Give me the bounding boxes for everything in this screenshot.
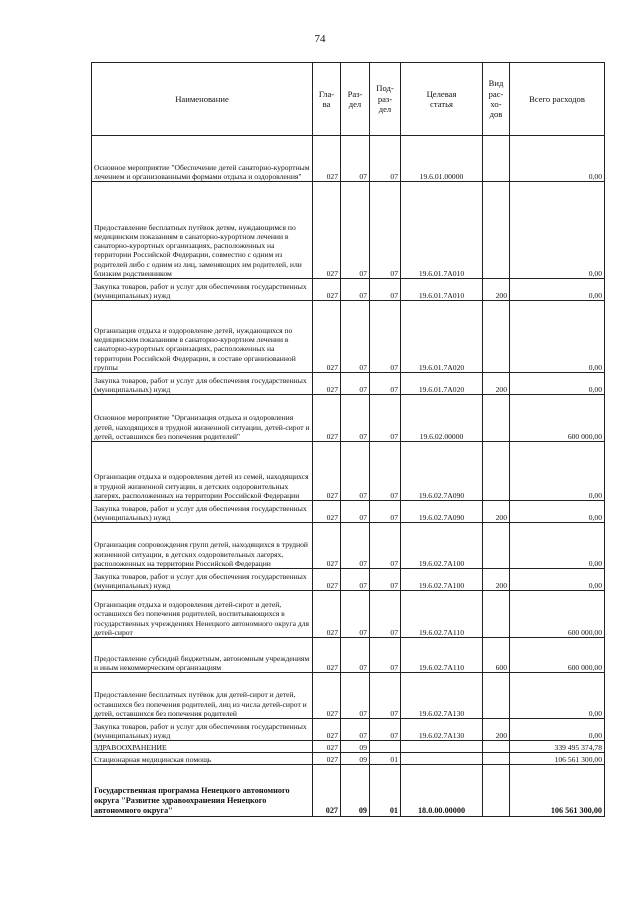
cell-target: 19.6.02.7А130 bbox=[401, 673, 483, 719]
header-total: Всего расходов bbox=[510, 63, 605, 136]
page-number: 74 bbox=[314, 33, 326, 45]
cell-amount: 0,00 bbox=[510, 279, 605, 301]
cell-section: 07 bbox=[341, 395, 370, 442]
cell-expense-type bbox=[483, 741, 510, 753]
cell-expense-type: 200 bbox=[483, 719, 510, 741]
cell-subsection: 07 bbox=[370, 442, 401, 501]
cell-name: Предоставление субсидий бюджетным, автономным учреждениям и иным некоммерческим организациям bbox=[92, 638, 313, 673]
cell-section: 07 bbox=[341, 279, 370, 301]
cell-name: Основное мероприятие "Организация отдыха и оздоровления детей, находящихся в трудной жизненной ситуации, детей-сирот и детей, оставшихся без попечения родителей" bbox=[92, 395, 313, 442]
cell-name: Закупка товаров, работ и услуг для обеспечения государственных (муниципальных) нужд bbox=[92, 719, 313, 741]
table-row bbox=[92, 182, 605, 279]
cell-subsection: 01 bbox=[370, 765, 401, 817]
table-row bbox=[92, 591, 605, 638]
header-expense-type: Вид рас- хо- дов bbox=[483, 63, 510, 136]
cell-chapter: 027 bbox=[313, 753, 341, 765]
cell-amount: 0,00 bbox=[510, 569, 605, 591]
cell-subsection: 01 bbox=[370, 753, 401, 765]
cell-name: Государственная программа Ненецкого автономного округа "Развитие здравоохранения Ненецкого автономного округа" bbox=[92, 765, 313, 817]
header-subsection: Под- раз- дел bbox=[370, 63, 401, 136]
cell-expense-type bbox=[483, 395, 510, 442]
cell-section: 07 bbox=[341, 136, 370, 182]
cell-chapter: 027 bbox=[313, 501, 341, 523]
cell-chapter: 027 bbox=[313, 523, 341, 569]
cell-target: 19.6.01.7А020 bbox=[401, 301, 483, 373]
cell-section: 07 bbox=[341, 182, 370, 279]
cell-chapter: 027 bbox=[313, 182, 341, 279]
cell-section: 07 bbox=[341, 569, 370, 591]
cell-section: 07 bbox=[341, 591, 370, 638]
cell-subsection: 07 bbox=[370, 523, 401, 569]
cell-amount: 0,00 bbox=[510, 673, 605, 719]
cell-expense-type: 200 bbox=[483, 501, 510, 523]
header-chapter: Гла- ва bbox=[313, 63, 341, 136]
cell-chapter: 027 bbox=[313, 279, 341, 301]
cell-subsection: 07 bbox=[370, 569, 401, 591]
cell-section: 07 bbox=[341, 523, 370, 569]
cell-target: 19.6.01.7А010 bbox=[401, 182, 483, 279]
cell-section: 07 bbox=[341, 501, 370, 523]
cell-section: 09 bbox=[341, 765, 370, 817]
cell-subsection: 07 bbox=[370, 501, 401, 523]
table-row bbox=[92, 569, 605, 591]
table-row bbox=[92, 741, 605, 753]
cell-subsection: 07 bbox=[370, 373, 401, 395]
cell-subsection: 07 bbox=[370, 395, 401, 442]
table-row bbox=[92, 301, 605, 373]
cell-section: 07 bbox=[341, 301, 370, 373]
cell-expense-type bbox=[483, 591, 510, 638]
cell-name: Основное мероприятие "Обеспечение детей санаторно-курортным лечением и организованными формами отдыха и оздоровления" bbox=[92, 136, 313, 182]
cell-subsection: 07 bbox=[370, 279, 401, 301]
cell-amount: 0,00 bbox=[510, 182, 605, 279]
cell-amount: 0,00 bbox=[510, 719, 605, 741]
cell-expense-type bbox=[483, 442, 510, 501]
cell-amount: 339 495 374,78 bbox=[510, 741, 605, 753]
cell-amount: 106 561 300,00 bbox=[510, 765, 605, 817]
cell-amount: 106 561 300,00 bbox=[510, 753, 605, 765]
cell-section: 07 bbox=[341, 442, 370, 501]
cell-section: 07 bbox=[341, 673, 370, 719]
cell-expense-type: 200 bbox=[483, 373, 510, 395]
cell-subsection: 07 bbox=[370, 673, 401, 719]
cell-name: Организация отдыха и оздоровления детей из семей, находящихся в трудной жизненной ситуации, в детских оздоровительных лагерях, расположенных на территории Российской Федерации bbox=[92, 442, 313, 501]
cell-expense-type: 200 bbox=[483, 569, 510, 591]
cell-name: Закупка товаров, работ и услуг для обеспечения государственных (муниципальных) нужд bbox=[92, 501, 313, 523]
table-row bbox=[92, 442, 605, 501]
cell-target: 19.6.02.7А090 bbox=[401, 442, 483, 501]
cell-subsection: 07 bbox=[370, 638, 401, 673]
cell-amount: 0,00 bbox=[510, 523, 605, 569]
table-row bbox=[92, 753, 605, 765]
cell-expense-type bbox=[483, 673, 510, 719]
table-row bbox=[92, 279, 605, 301]
cell-name: Стационарная медицинская помощь bbox=[92, 753, 313, 765]
cell-chapter: 027 bbox=[313, 395, 341, 442]
cell-chapter: 027 bbox=[313, 638, 341, 673]
cell-target: 19.6.01.7А020 bbox=[401, 373, 483, 395]
cell-section: 07 bbox=[341, 719, 370, 741]
cell-amount: 600 000,00 bbox=[510, 591, 605, 638]
cell-name: ЗДРАВООХРАНЕНИЕ bbox=[92, 741, 313, 753]
cell-section: 07 bbox=[341, 638, 370, 673]
cell-target bbox=[401, 753, 483, 765]
cell-expense-type: 600 bbox=[483, 638, 510, 673]
table-header-row bbox=[92, 63, 605, 136]
cell-section: 09 bbox=[341, 741, 370, 753]
cell-chapter: 027 bbox=[313, 741, 341, 753]
table-row bbox=[92, 136, 605, 182]
table-row bbox=[92, 523, 605, 569]
cell-target: 18.0.00.00000 bbox=[401, 765, 483, 817]
cell-subsection: 07 bbox=[370, 136, 401, 182]
table-row bbox=[92, 638, 605, 673]
table-row bbox=[92, 501, 605, 523]
table-row bbox=[92, 373, 605, 395]
cell-chapter: 027 bbox=[313, 569, 341, 591]
cell-section: 09 bbox=[341, 753, 370, 765]
cell-target: 19.6.01.7А010 bbox=[401, 279, 483, 301]
cell-amount: 0,00 bbox=[510, 301, 605, 373]
cell-name: Предоставление бесплатных путёвок для детей-сирот и детей, оставшихся без попечения родителей, лиц из числа детей-сирот и детей, оставшихся без попечения родителей bbox=[92, 673, 313, 719]
table-row bbox=[92, 719, 605, 741]
cell-target: 19.6.02.7А100 bbox=[401, 569, 483, 591]
cell-name: Организация сопровождения групп детей, находящихся в трудной жизненной ситуации, в детских оздоровительных лагерях, расположенных на территории Российской Федерации bbox=[92, 523, 313, 569]
cell-expense-type bbox=[483, 136, 510, 182]
cell-chapter: 027 bbox=[313, 301, 341, 373]
cell-expense-type bbox=[483, 753, 510, 765]
cell-target: 19.6.02.7А110 bbox=[401, 591, 483, 638]
header-name: Наименование bbox=[92, 63, 313, 136]
cell-target: 19.6.02.7А130 bbox=[401, 719, 483, 741]
cell-name: Предоставление бесплатных путёвок детям, нуждающимся по медицинским показаниям в санаторно-курортном лечении в санаторно-курортных организациях, расположенных на территории Российской Федерации, совместно с одним из родителей либо с одним из лиц, заменяющих им родителей, или близким родственником bbox=[92, 182, 313, 279]
cell-expense-type bbox=[483, 765, 510, 817]
cell-expense-type: 200 bbox=[483, 279, 510, 301]
cell-chapter: 027 bbox=[313, 591, 341, 638]
cell-target: 19.6.02.7А090 bbox=[401, 501, 483, 523]
cell-target: 19.6.01.00000 bbox=[401, 136, 483, 182]
cell-chapter: 027 bbox=[313, 136, 341, 182]
cell-chapter: 027 bbox=[313, 373, 341, 395]
cell-subsection: 07 bbox=[370, 591, 401, 638]
cell-expense-type bbox=[483, 301, 510, 373]
cell-amount: 0,00 bbox=[510, 442, 605, 501]
cell-amount: 0,00 bbox=[510, 373, 605, 395]
cell-expense-type bbox=[483, 182, 510, 279]
cell-subsection: 07 bbox=[370, 301, 401, 373]
cell-target bbox=[401, 741, 483, 753]
cell-chapter: 027 bbox=[313, 673, 341, 719]
cell-section: 07 bbox=[341, 373, 370, 395]
cell-target: 19.6.02.7А110 bbox=[401, 638, 483, 673]
cell-amount: 600 000,00 bbox=[510, 395, 605, 442]
table-body bbox=[92, 136, 605, 817]
cell-name: Закупка товаров, работ и услуг для обеспечения государственных (муниципальных) нужд bbox=[92, 569, 313, 591]
header-section: Раз- дел bbox=[341, 63, 370, 136]
cell-amount: 0,00 bbox=[510, 136, 605, 182]
cell-subsection: 07 bbox=[370, 719, 401, 741]
cell-target: 19.6.02.7А100 bbox=[401, 523, 483, 569]
cell-amount: 0,00 bbox=[510, 501, 605, 523]
cell-amount: 600 000,00 bbox=[510, 638, 605, 673]
cell-subsection bbox=[370, 741, 401, 753]
cell-chapter: 027 bbox=[313, 442, 341, 501]
cell-name: Организация отдыха и оздоровление детей, нуждающихся по медицинским показаниям в санаторно-курортном лечении в санаторно-курортных организациях, расположенных на территории Российской Федерации, в составе организованной группы bbox=[92, 301, 313, 373]
table-row bbox=[92, 395, 605, 442]
cell-expense-type bbox=[483, 523, 510, 569]
cell-target: 19.6.02.00000 bbox=[401, 395, 483, 442]
cell-subsection: 07 bbox=[370, 182, 401, 279]
cell-chapter: 027 bbox=[313, 719, 341, 741]
budget-table bbox=[91, 62, 605, 817]
table-row bbox=[92, 765, 605, 817]
cell-name: Организация отдыха и оздоровления детей-сирот и детей, оставшихся без попечения родителей, воспитывающихся в государственных учреждениях Ненецкого автономного округа для детей-сирот bbox=[92, 591, 313, 638]
table-row bbox=[92, 673, 605, 719]
cell-name: Закупка товаров, работ и услуг для обеспечения государственных (муниципальных) нужд bbox=[92, 373, 313, 395]
cell-chapter: 027 bbox=[313, 765, 341, 817]
header-target: Целевая статья bbox=[401, 63, 483, 136]
cell-name: Закупка товаров, работ и услуг для обеспечения государственных (муниципальных) нужд bbox=[92, 279, 313, 301]
